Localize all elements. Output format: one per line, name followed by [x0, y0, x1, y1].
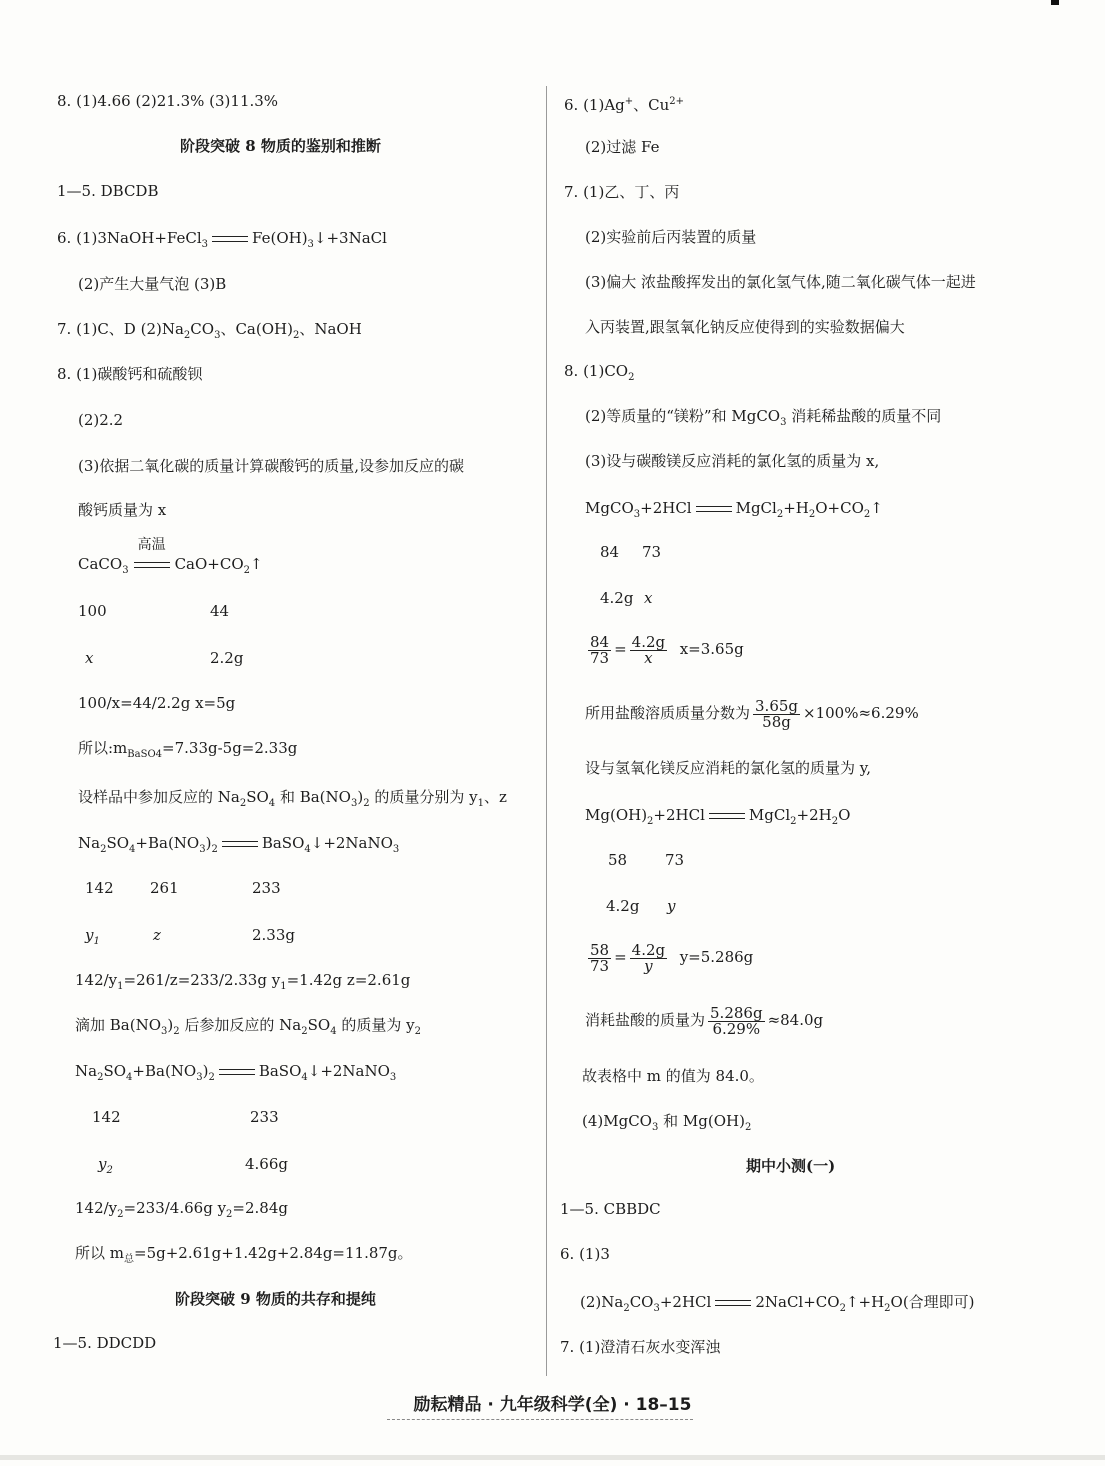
ratio-value: $y_2$ [98, 1155, 113, 1176]
ratio-value: y [667, 897, 676, 915]
answer-line: 酸钙质量为 x [78, 501, 167, 519]
section-heading: 阶段突破 8 物质的鉴别和推断 [180, 137, 381, 155]
equals-sign [696, 506, 732, 512]
equation-line: MgCO$_3$+2HCl $MgCl_2+H_2O+CO_2↑$ [585, 499, 883, 520]
ratio-value: 261 [150, 879, 179, 897]
answer-line: 设样品中参加反应的 $Na_2SO_4$ 和 $Ba(NO_3)_2$ 的质量分别为 $y_1$、z [78, 788, 507, 809]
ratio-value: 2.33g [252, 926, 296, 944]
answer-line: 8. (1)4.66 (2)21.3% (3)11.3% [57, 92, 279, 110]
equals-sign [219, 1069, 255, 1075]
equals-sign [709, 813, 745, 819]
answer-line: 6. (1)3 [560, 1245, 610, 1263]
answer-line: 7. (1)乙、丁、丙 [564, 183, 680, 201]
section-heading: 阶段突破 9 物质的共存和提纯 [175, 1290, 376, 1308]
ratio-value: 84 [600, 543, 620, 561]
answer-line: (2)等质量的“镁粉”和 MgCO$_3$ 消耗稀盐酸的质量不同 [585, 407, 942, 428]
answer-line: 滴加 $Ba(NO_3)_2$ 后参加反应的 $Na_2SO_4$ 的质量为 $y_2$ [75, 1016, 421, 1037]
answer-line: (3)偏大 浓盐酸挥发出的氯化氢气体,随二氧化碳气体一起进 [585, 273, 976, 291]
ratio-value: 4.2g [600, 589, 634, 607]
equation-line: $Na_2SO_4+Ba(NO_3)_2$ BaSO$_4$↓+2NaNO$_3$ [78, 834, 400, 855]
fraction: $\frac{4.2g}{x}$ [631, 632, 666, 667]
answer-line: $142/y_1=261/z=233/2.33g$ $y_1=1.42g$ z=2.61g [75, 971, 411, 992]
answer-line: 7. (1)C、D $(2)Na_2CO_3$、$Ca(OH)_2$、NaOH [57, 320, 362, 341]
reaction-condition: 高温 [132, 553, 172, 575]
fraction-line: 所用盐酸溶质质量分数为 $\frac{3.65g}{58g}$ ×100%≈6.29% [585, 696, 919, 731]
answer-line: 所以 $m_总=5g+2.61g+1.42g+2.84g=11.87g$。 [75, 1244, 413, 1265]
answer-line: 7. (1)澄清石灰水变浑浊 [560, 1338, 721, 1356]
fraction: $\frac{3.65g}{58g}$ [755, 696, 799, 731]
left-column [0, 0, 545, 1400]
column-divider [546, 86, 547, 1376]
section-heading: 期中小测(一) [746, 1157, 836, 1175]
answer-line: 8. (1)碳酸钙和硫酸钡 [57, 365, 203, 383]
equation-line: $Mg(OH)_2+2HCl$ $MgCl_2+2H_2O$ [585, 806, 851, 827]
answer-line: 设与氢氧化镁反应消耗的氯化氢的质量为 y, [585, 759, 872, 777]
ratio-value: z [153, 926, 161, 944]
answer-line: (3)依据二氧化碳的质量计算碳酸钙的质量,设参加反应的碳 [78, 457, 465, 475]
answer-line: (2)实验前后丙装置的质量 [585, 228, 757, 246]
ratio-value: 44 [210, 602, 230, 620]
answer-line: 入丙装置,跟氢氧化钠反应使得到的实验数据偏大 [585, 318, 905, 336]
equals-sign [222, 841, 258, 847]
answer-line: 所以$:m_{BaSO4}=7.33g-5g=2.33g$ [78, 739, 298, 760]
fraction-line: 消耗盐酸的质量为 $\frac{5.286g}{6.29\%}$ ≈84.0g [585, 1003, 824, 1038]
ratio-value: 100 [78, 602, 107, 620]
answer-line: 1—5. DDCDD [53, 1334, 157, 1352]
answer-line: 8. $(1)CO_2$ [564, 362, 635, 383]
ratio-value: 58 [608, 851, 628, 869]
answer-line: (3)设与碳酸镁反应消耗的氯化氢的质量为 x, [585, 452, 880, 470]
page-bottom-edge [0, 1455, 1105, 1460]
answer-line: 故表格中 m 的值为 84.0。 [582, 1067, 764, 1085]
answer-line: 1—5. DBCDB [57, 182, 159, 200]
ratio-value: $y_1$ [85, 926, 100, 947]
answer-line: 1—5. CBBDC [560, 1200, 661, 1218]
equation-line: $Na_2SO_4+Ba(NO_3)_2$ BaSO$_4$↓+2NaNO$_3$ [75, 1062, 397, 1083]
ratio-value: 233 [250, 1108, 279, 1126]
equals-sign [212, 236, 248, 242]
fraction: $\frac{5.286g}{6.29\%}$ [710, 1003, 763, 1038]
ratio-value: 2.2g [210, 649, 244, 667]
answer-line: (2)产生大量气泡 (3)B [78, 275, 227, 293]
footer-rule [387, 1419, 693, 1420]
answer-line: $142/y_2=233/4.66g$ $y_2=2.84g$ [75, 1199, 288, 1220]
ratio-value: 142 [85, 879, 114, 897]
ratio-value: 73 [642, 543, 662, 561]
fraction: $\frac{84}{73}$ [590, 632, 610, 667]
ratio-value: 4.66g [245, 1155, 289, 1173]
answer-line: 6. (1)Ag+、$Cu^{2+}$ [564, 96, 685, 114]
fraction: $\frac{58}{73}$ [590, 940, 610, 975]
answer-line: (2)2.2 [78, 411, 124, 429]
page-footer: 励耘精品 · 九年级科学(全) · 18–15 [413, 1395, 692, 1415]
fraction: $\frac{4.2g}{y}$ [631, 940, 666, 975]
ratio-value: x [85, 649, 94, 667]
equation-line: CaCO$_3$ 高温 $CaO+CO_2↑$ [78, 537, 263, 576]
equals-sign [715, 1300, 751, 1306]
ratio-value: 73 [665, 851, 685, 869]
ratio-value: 4.2g [606, 897, 640, 915]
answer-line: 6. (1)3NaOH+FeCl$_3$ $Fe(OH)_3↓+3NaCl$ [57, 229, 387, 250]
answer-line: (4)MgCO$_3$ 和 $Mg(OH)_2$ [582, 1112, 752, 1133]
answer-line: 100/x=44/2.2g x=5g [78, 694, 236, 712]
fraction-line: $\frac{84}{73}$ = $\frac{4.2g}{x}$ x=3.65g [590, 632, 744, 667]
answer-line: (2)过滤 Fe [585, 138, 660, 156]
right-column [548, 0, 1105, 1400]
fraction-line: $\frac{58}{73}$ = $\frac{4.2g}{y}$ y=5.286g [590, 940, 754, 975]
ratio-value: 142 [92, 1108, 121, 1126]
ratio-value: 233 [252, 879, 281, 897]
ratio-value: x [644, 589, 653, 607]
equation-line: $(2)Na_2CO_3+2HCl$ $2NaCl+CO_2↑+H_2O$(合理即可) [580, 1293, 975, 1314]
